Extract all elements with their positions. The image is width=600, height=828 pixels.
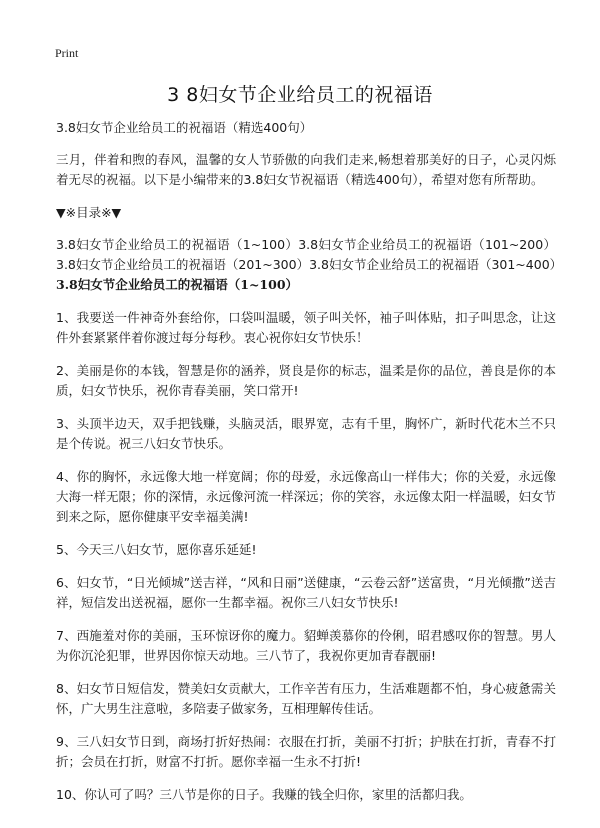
document-body <box>56 118 563 818</box>
list-item: 10、你认可了吗？三八节是你的日子。我赚的钱全归你，家里的活都归我。 <box>56 787 472 802</box>
intro-paragraph: 三月，伴着和煦的春风，温馨的女人节骄傲的向我们走来,畅想着那美好的日子，心灵闪烁着无尽的祝福。以下是小编带来的3.8妇女节祝福语（精选400句），希望对您有所帮助。 <box>56 152 556 187</box>
list-item: 5、今天三八妇女节，愿你喜乐延延! <box>56 542 257 557</box>
toc-links[interactable]: 3.8妇女节企业给员工的祝福语（1~100）3.8妇女节企业给员工的祝福语（101~200）3.8妇女节企业给员工的祝福语（201~300）3.8妇女节企业给员工的祝福语（301~400） <box>56 237 563 272</box>
print-label: Print <box>55 46 79 60</box>
list-item: 3、头顶半边天，双手把钱赚，头脑灵活，眼界宽，志有千里，胸怀广，新时代花木兰不只是个传说。祝三八妇女节快乐。 <box>56 416 556 451</box>
list-item: 4、你的胸怀，永远像大地一样宽阔；你的母爱，永远像高山一样伟大；你的关爱，永远像大海一样无限；你的深情，永远像河流一样深远；你的笑容，永远像太阳一样温暖，妇女节到来之际，愿你健康平安幸福美满! <box>56 469 557 524</box>
subtitle: 3.8妇女节企业给员工的祝福语（精选400句） <box>56 120 313 135</box>
list-item: 7、西施羞对你的美丽，玉环惊讶你的魔力。貂蝉羡慕你的伶俐，昭君感叹你的智慧。男人为你沉沦犯罪，世界因你惊天动地。三八节了，我祝你更加青春靓丽! <box>56 628 556 663</box>
list-item: 6、妇女节，“日光倾城”送吉祥，“风和日丽”送健康，“云卷云舒”送富贵，“月光倾撒”送吉祥，短信发出送祝福，愿你一生都幸福。祝你三八妇女节快乐! <box>56 575 556 610</box>
list-item: 1、我要送一件神奇外套给你，口袋叫温暖，领子叫关怀，袖子叫体贴，扣子叫思念，让这件外套紧紧伴着你渡过每分每秒。衷心祝你妇女节快乐！ <box>56 310 556 345</box>
section-heading: 3.8妇女节企业给员工的祝福语（1~100） <box>56 277 299 292</box>
page-title: 3 8妇女节企业给员工的祝福语 <box>167 84 433 106</box>
table-of-contents <box>56 235 563 295</box>
list-item: 9、三八妇女节日到，商场打折好热闹：衣服在打折，美丽不打折；护肤在打折，青春不打折；会员在打折，财富不打折。愿你幸福一生永不打折! <box>56 734 556 769</box>
list-item: 2、美丽是你的本钱，智慧是你的涵养，贤良是你的标志，温柔是你的品位，善良是你的本质，妇女节快乐，祝你青春美丽，笑口常开! <box>56 363 556 398</box>
toc-heading: ▼※目录※▼ <box>56 205 122 220</box>
list-item: 8、妇女节日短信发，赞美妇女贡献大，工作辛苦有压力，生活难题都不怕，身心疲惫需关怀，广大男生注意啦，多陪妻子做家务，互相理解传佳话。 <box>56 681 556 716</box>
